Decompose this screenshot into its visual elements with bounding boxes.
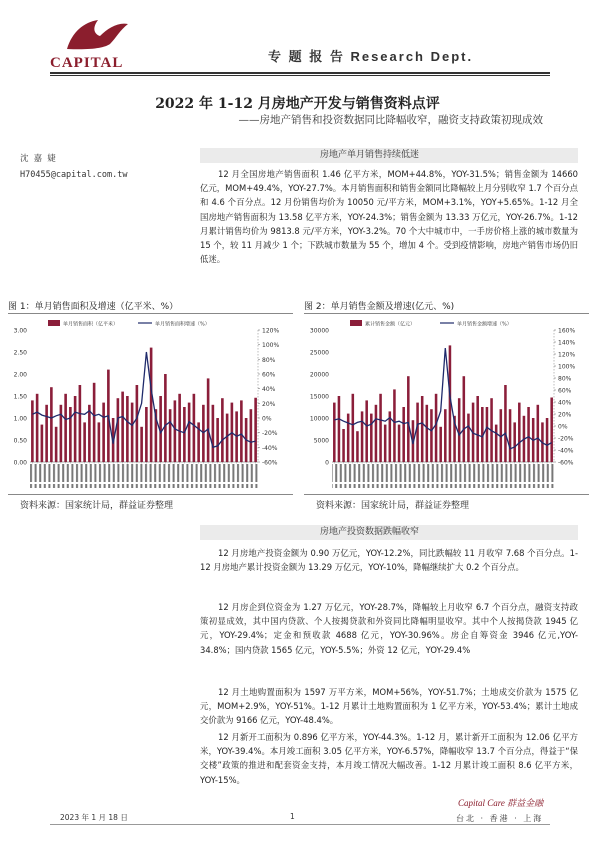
bar (398, 425, 401, 462)
bar (430, 409, 433, 462)
investment-paragraph-3: 12 月土地购置面积为 1597 万平方米，MOM+56%，YOY-51.7%；土地成交价款为 1575 亿元，MOM+2.9%，YOY-51%。1-12 月累计土地购置面积为 1 亿平方米，YOY-53.4%；累计土地成交价款为 9166 亿元，YOY-48.4%。 (200, 687, 578, 726)
department-label: 专 题 报 告 Research Dept. (268, 49, 474, 64)
bar (216, 418, 219, 462)
bar (356, 431, 359, 462)
section-heading-sales (200, 148, 578, 163)
chart-sales-amount (302, 316, 590, 492)
bar (509, 409, 512, 462)
bar (416, 403, 419, 462)
y-tick-label: 3.00 (13, 327, 27, 335)
bar (126, 396, 129, 462)
bar (88, 405, 91, 462)
bar (69, 407, 72, 462)
y2-tick-label: -60% (558, 459, 574, 467)
bar (164, 374, 167, 462)
x-axis-labels-band (30, 464, 258, 488)
y2-tick-label: 40% (262, 386, 276, 394)
bar (379, 394, 382, 462)
author-name: 沈 嘉 婕 (20, 154, 56, 164)
figure-1-bottom-rule (8, 494, 293, 495)
bar (60, 405, 63, 462)
bar (121, 392, 124, 462)
bar (98, 422, 101, 462)
figure-1-rule (8, 313, 293, 314)
y-tick-label: 5000 (313, 437, 329, 445)
bar (250, 409, 253, 462)
bar (212, 405, 215, 462)
bar (426, 405, 429, 462)
y-tick-label: 1.50 (13, 393, 27, 401)
bar (361, 411, 364, 462)
bar (527, 407, 530, 462)
bar (458, 398, 461, 462)
bar (347, 414, 350, 462)
bar (402, 407, 405, 462)
bar (550, 397, 553, 462)
y2-tick-label: -20% (262, 430, 278, 438)
legend-line-label: 单月销售面积增速（%） (155, 321, 210, 328)
bar (504, 385, 507, 462)
bar (178, 394, 181, 462)
bar (518, 403, 521, 462)
y-tick-label: 1.00 (13, 415, 27, 423)
bar (64, 394, 67, 462)
bar (79, 385, 82, 462)
figure-2-rule (304, 313, 589, 314)
bar (183, 407, 186, 462)
bar (240, 400, 243, 462)
capital-logo-text: CAPITAL (50, 55, 124, 71)
y2-tick-label: 120% (262, 327, 280, 335)
x-axis-labels-band (332, 464, 554, 488)
y2-tick-label: 80% (262, 356, 276, 364)
bar (370, 414, 373, 462)
bar (393, 389, 396, 462)
investment-paragraph-1: 12 月房地产投资金额为 0.90 万亿元，YOY-12.2%，同比跌幅较 11 月收窄 7.68 个百分点。1-12 月房地产累计投资金额为 13.29 万亿元，YOY-10%，降幅继续扩大 0.2 个百分点。 (200, 548, 578, 573)
figure-2-source: 资料来源：国家统计局，群益证券整理 (316, 501, 470, 511)
bar (439, 427, 442, 462)
bar (375, 405, 378, 462)
investment-paragraph-2: 12 月房企到位资金为 1.27 万亿元，YOY-28.7%，降幅较上月收窄 6.7 个百分点，融资支持政策初显成效，其中国内贷款、个人按揭贷款和外资同比降幅明显收窄。其中个人按揭贷款 1945 亿元，YOY-29.4%；定金和预收款 4688 亿元，YOY-30.96%。房企自筹资金 3946 亿元,YOY-34.8%；国内贷款 1565 亿元，YOY-5.5%；外资 12 亿元，YOY-29.4% (200, 602, 578, 655)
y2-tick-label: 100% (558, 363, 576, 371)
bar (338, 396, 341, 462)
bar (486, 407, 489, 462)
y-tick-label: 0.00 (13, 459, 27, 467)
y-tick-label: 15000 (309, 393, 329, 401)
legend-line-label: 单月销售金额增速（%） (457, 321, 512, 328)
y-tick-label: 30000 (309, 327, 329, 335)
bar (352, 394, 355, 462)
bar (342, 429, 345, 462)
legend-bar-label: 累计销售金额（亿元） (365, 321, 416, 328)
section-heading-text: 房地产单月销售持续低迷 (320, 150, 420, 160)
y2-tick-label: 120% (558, 351, 576, 359)
y2-tick-label: 60% (558, 387, 572, 395)
header-rule-thin (50, 75, 550, 76)
bar (102, 403, 105, 462)
chart-sales-area (6, 316, 294, 492)
bar (41, 425, 44, 462)
figure-1-title: 图 1：单月销售面积及增速（亿平米、%） (8, 302, 179, 312)
y2-tick-label: 0% (558, 423, 568, 431)
section-heading-investment (200, 525, 578, 540)
figure-2-bottom-rule (304, 494, 589, 495)
report-title: 2022 年 1-12 月房地产开发与销售资料点评 (155, 96, 440, 112)
bar (45, 405, 48, 462)
legend-bar-label: 单月销售面积（亿平米） (63, 321, 119, 328)
y2-tick-label: 60% (262, 371, 276, 379)
bar (93, 383, 96, 462)
footer-date: 2023 年 1 月 18 日 (60, 813, 128, 822)
y2-tick-label: 0% (262, 415, 272, 423)
footer-rule (50, 824, 550, 825)
y-tick-label: 20000 (309, 371, 329, 379)
bar (150, 348, 153, 462)
footer-logo: Capital Care 群益金融 (458, 798, 544, 808)
bar (421, 396, 424, 462)
page-number: 1 (290, 812, 295, 821)
bar (131, 403, 134, 462)
bar (36, 394, 39, 462)
legend-bar-swatch (48, 320, 60, 326)
y2-tick-label: 140% (558, 339, 576, 347)
figure-1-source: 资料来源：国家统计局，群益证券整理 (20, 501, 174, 511)
y2-tick-label: 20% (558, 411, 572, 419)
y2-tick-label: -40% (558, 447, 574, 455)
bar (467, 414, 470, 462)
bar (221, 398, 224, 462)
header-rule (50, 72, 550, 74)
bar (435, 394, 438, 462)
y2-tick-label: 20% (262, 400, 276, 408)
bar (254, 398, 257, 462)
y-tick-label: 2.00 (13, 371, 27, 379)
bar (333, 403, 336, 462)
footer-cities: 台北 · 香港 · 上海 (456, 814, 544, 823)
y-tick-label: 2.50 (13, 349, 27, 357)
y-tick-label: 25000 (309, 349, 329, 357)
bar (513, 422, 516, 462)
bar (463, 376, 466, 462)
bar (476, 396, 479, 462)
section-heading-text: 房地产投资数据跌幅收窄 (320, 527, 420, 537)
y2-tick-label: -60% (262, 459, 278, 467)
bar (136, 385, 139, 462)
bar (174, 400, 177, 462)
bar (384, 425, 387, 462)
y-tick-label: 0 (325, 459, 329, 467)
bar (495, 425, 498, 462)
y-tick-label: 10000 (309, 415, 329, 423)
bar (145, 407, 148, 462)
bar (117, 398, 120, 462)
bar (537, 405, 540, 462)
capital-logo-bird-icon (62, 14, 132, 54)
figure-2-title: 图 2：单月销售金额及增速(亿元、%) (304, 302, 455, 312)
sales-paragraph: 12 月全国房地产销售面积 1.46 亿平方米，MOM+44.8%，YOY-31.5%；销售金额为 14660 亿元，MOM+49.4%，YOY-27.7%。本月销售面积和销售金额同比降幅较上月分别收窄 1.7 个百分点和 4.6 个百分点。12 月份销售均价为 10050 元/平方米，MOM+3.1%，YOY+5.65%。1-12 月全国房地产销售面积为 13.58 亿平方米，YOY-24.3%；销售金额为 13.33 万亿元，YOY-26.7%。1-12 月累计销售均价为 9813.8 元/平方米，YOY-3.2%。70 个大中城市中，一手房价格上涨的城市数量为 15 个，较 11 月减少 1 个；下跌城市数量为 55 个，增加 4 个。受到疫情影响，房地产销售市场仍旧低迷。 (200, 169, 578, 265)
bar (365, 400, 368, 462)
bar (83, 422, 86, 462)
bar (207, 378, 210, 462)
y2-tick-label: 100% (262, 342, 280, 350)
author-email[interactable]: H70455@capital.com.tw (20, 170, 128, 180)
bar (55, 427, 58, 462)
bar (169, 409, 172, 462)
bar (444, 409, 447, 462)
legend-bar-swatch (350, 320, 362, 326)
bar (407, 376, 410, 462)
bar (31, 400, 34, 462)
investment-paragraph-4: 12 月新开工面积为 0.896 亿平方米，YOY-44.3%。1-12 月，累计新开工面积为 12.06 亿平方米，YOY-39.4%。本月竣工面积 3.05 亿平方米，YOY-6.57%，降幅收窄 13.7 个百分点，得益于“保交楼”政策的推进和配套资金支持，本月竣工情况大幅改善。1-12 月累计竣工面积 8.6 亿平方米，YOY-15%。 (200, 732, 578, 785)
y2-tick-label: 160% (558, 327, 576, 335)
bar (140, 427, 143, 462)
y2-tick-label: 80% (558, 375, 572, 383)
bar (188, 403, 191, 462)
bar (50, 387, 53, 462)
y2-tick-label: -20% (558, 435, 574, 443)
y-tick-label: 0.50 (13, 437, 27, 445)
y2-tick-label: 40% (558, 399, 572, 407)
bar (74, 396, 77, 462)
report-subtitle: ——房地产销售和投资数据同比降幅收窄，融资支持政策初现成效 (238, 114, 543, 126)
bar (193, 394, 196, 462)
y2-tick-label: -40% (262, 444, 278, 452)
bar (546, 418, 549, 462)
